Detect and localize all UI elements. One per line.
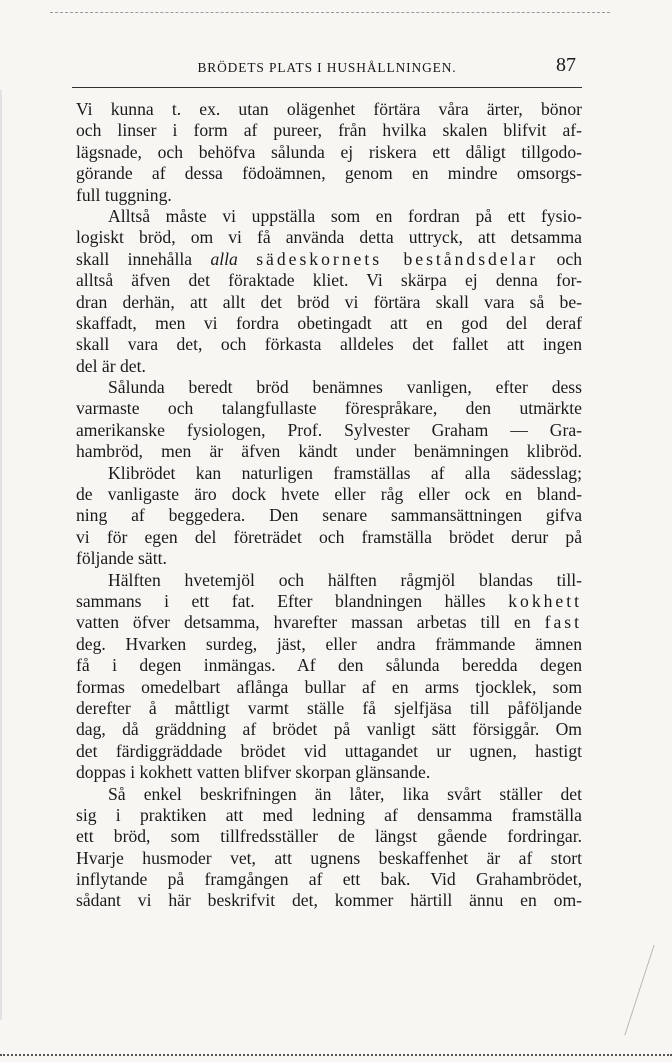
text-line: Alltså måste vi uppställa som en fordran på ett fysio-: [108, 205, 582, 226]
body-text: [76, 99, 582, 912]
text-line: inflytande på framgången af ett bak. Vid Grahambrödet,: [76, 869, 582, 890]
text-line: del är det.: [76, 355, 146, 376]
text-line: och linser i form af pureer, från hvilka skalen blifvit af-: [76, 120, 582, 141]
text-line: derefter å måttligt varmt ställe få sjelfjäsa till påföljande: [76, 697, 582, 718]
text-line: skaffadt, men vi fordra obetingadt att en god del deraf: [76, 312, 582, 333]
text-segment: sammans i ett fat. Efter blandningen hälles: [76, 590, 509, 611]
text-line: följande sätt.: [76, 548, 167, 569]
text-line: Klibrödet kan naturligen framställas af alla sädesslag;: [108, 462, 582, 483]
text-line: full tuggning.: [76, 184, 172, 205]
text-line: ett bröd, som tillfredsställer de längst gående fordringar.: [76, 826, 582, 847]
text-line: görande af dessa födoämnen, genom en mindre omsorgs-: [76, 163, 582, 184]
spaced-emphasis-text: fast: [544, 612, 582, 633]
text-line: Sålunda beredt bröd benämnes vanligen, efter dess: [108, 377, 582, 398]
text-line: [76, 591, 582, 612]
text-segment: [238, 249, 256, 269]
text-line: Vi kunna t. ex. utan olägenhet förtära våra ärter, bönor: [76, 99, 582, 119]
text-segment: och: [538, 248, 583, 269]
running-title: BRÖDETS PLATS I HUSHÅLLNINGEN.: [197, 60, 457, 75]
text-line: vi för egen del företrädet och framställa brödet derur på: [76, 526, 582, 547]
text-line: [76, 612, 582, 633]
text-line: hambröd, men är äfven kändt under benämningen klibröd.: [76, 441, 582, 462]
text-line: [76, 249, 582, 270]
text-line: varmaste och talangfullaste förespråkare, den utmärkte: [76, 398, 582, 419]
text-line: Hvarje husmoder vet, att ugnens beskaffenhet är af stort: [76, 847, 582, 868]
emphasis-text: alla: [210, 248, 238, 269]
text-line: formas omedelbart aflånga bullar af en arms tjocklek, som: [76, 676, 582, 697]
scan-edge-bottom: [0, 1054, 672, 1056]
text-line: dran derhän, att allt det bröd vi förtära skall vara så be-: [76, 291, 582, 312]
text-line: alltså äfven det föraktade kliet. Vi skärpa ej denna for-: [76, 270, 582, 291]
scan-edge-top: [50, 12, 610, 13]
running-head: [72, 54, 582, 82]
text-line: dag, då gräddning af brödet på vanligt sätt försiggår. Om: [76, 719, 582, 740]
text-segment: skall innehålla: [76, 248, 211, 269]
text-line: få i degen inmängas. Af den sålunda beredda degen: [76, 655, 582, 676]
text-line: de vanligaste äro dock hvete eller råg eller ock en bland-: [76, 484, 582, 505]
scan-edge-left: [0, 90, 2, 1020]
spaced-emphasis-text: kokhett: [508, 590, 582, 611]
text-line: sig i praktiken att med ledning af densamma framställa: [76, 804, 582, 825]
text-line: lägsnade, och behöfva sålunda ej riskera ett dåligt tillgodo-: [76, 141, 582, 162]
text-line: Så enkel beskrifningen än låter, lika svårt ställer det: [108, 783, 582, 804]
text-line: deg. Hvarken surdeg, jäst, eller andra främmande ämnen: [76, 633, 582, 654]
text-line: ning af beggedera. Den senare sammansättningen gifva: [76, 505, 582, 526]
spaced-emphasis-text: sädeskornets beståndsdelar: [256, 248, 539, 269]
text-segment: vatten öfver detsamma, hvarefter massan arbetas till en: [76, 612, 545, 633]
page-curl-mark: [624, 945, 672, 1035]
text-line: skall vara det, och förkasta alldeles det fallet att ingen: [76, 334, 582, 355]
text-line: doppas i kokhett vatten blifver skorpan glänsande.: [76, 762, 431, 783]
header-rule: [72, 87, 582, 88]
text-line: amerikanske fysiologen, Prof. Sylvester Graham — Gra-: [76, 419, 582, 440]
text-line: Hälften hvetemjöl och hälften rågmjöl blandas till-: [108, 569, 582, 590]
text-line: logiskt bröd, om vi få använda detta uttryck, att detsamma: [76, 227, 582, 248]
text-line: det färdiggräddade brödet vid uttagandet ur ugnen, hastigt: [76, 740, 582, 761]
text-line: sådant vi här beskrifvit det, kommer härtill ännu en om-: [76, 890, 582, 911]
page-number: 87: [556, 54, 576, 76]
